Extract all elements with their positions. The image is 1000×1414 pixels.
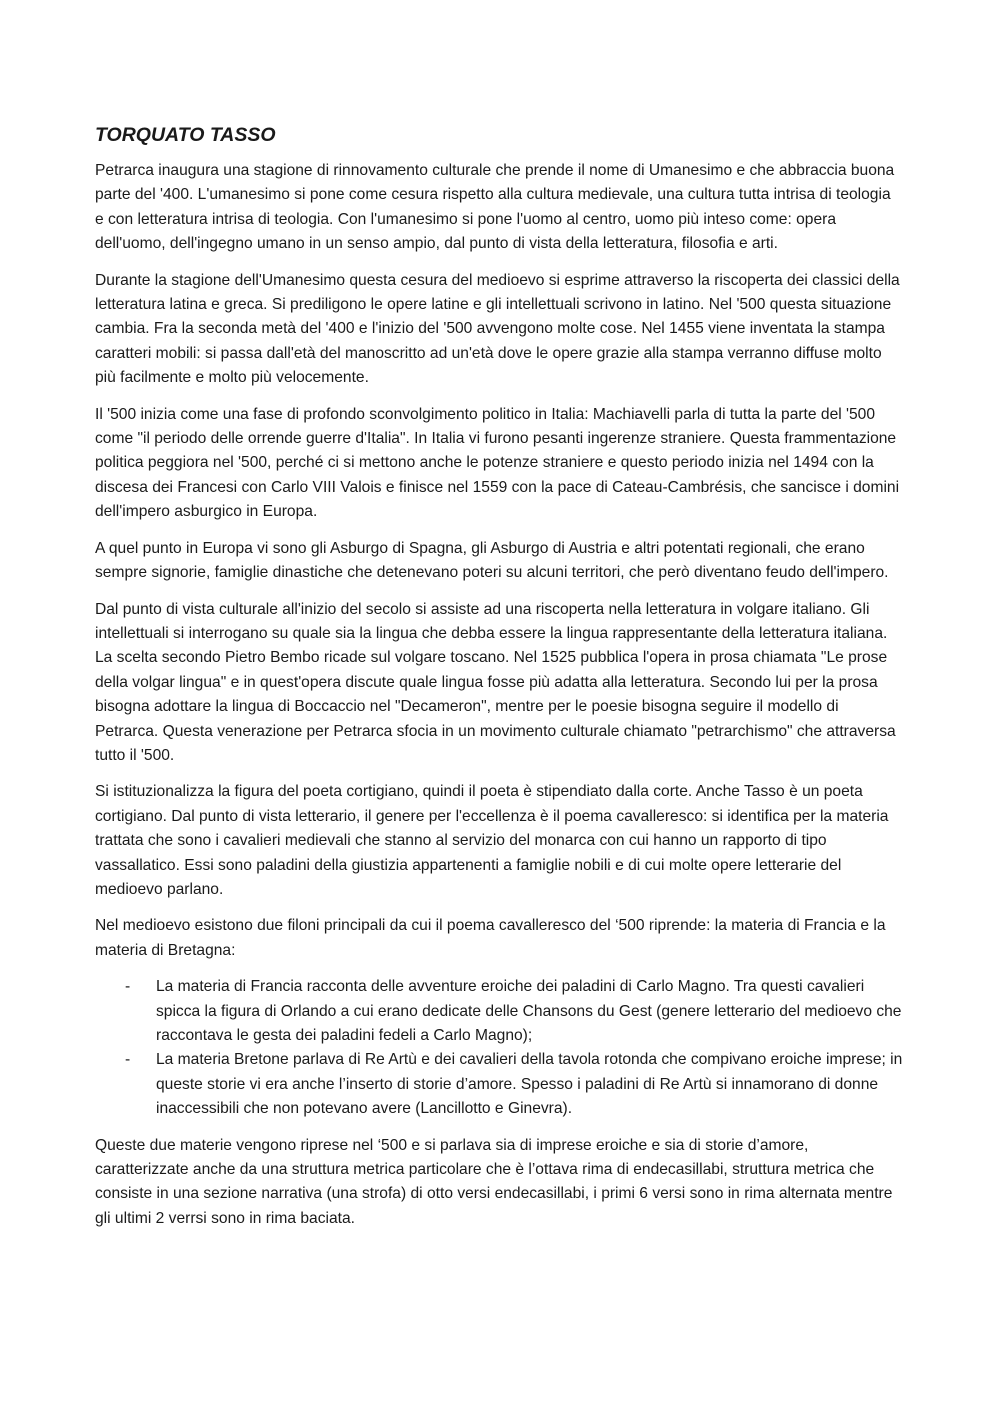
list-item-text: La materia Bretone parlava di Re Artù e dei cavalieri della tavola rotonda che compivano eroiche imprese; in queste storie vi era anche l’inserto di storie d’amore. Spesso i paladini di Re Artù si innamorano di donne inaccessibili che non potevano avere (Lancillotto e Ginevra).: [156, 1051, 903, 1118]
list-item: [95, 975, 903, 1048]
paragraph-asburgo: A quel punto in Europa vi sono gli Asburgo di Spagna, gli Asburgo di Austria e altri potentati regionali, che erano sempre signorie, famiglie dinastiche che detenevano poteri su alcuni territori, che però diventano feudo dell'impero.: [95, 539, 889, 582]
materie-list: [95, 975, 903, 1121]
paragraph-stampa: Durante la stagione dell'Umanesimo questa cesura del medioevo si esprime attraverso la riscoperta dei classici della letteratura latina e greca. Si prediligono le opere latine e gli intellettuali scrivono in latino. Nel '500 questa situazione cambia. Fra la seconda metà del '400 e l'inizio del '500 avvengono molte cose. Nel 1455 viene inventata la stampa caratteri mobili: si passa dall'età del manoscritto ad un'età dove le opere grazie alla stampa verranno diffuse molto più facilmente e molto più velocemente.: [95, 271, 900, 387]
list-item-text: La materia di Francia racconta delle avventure eroiche dei paladini di Carlo Magno. Tra questi cavalieri spicca la figura di Orlando a cui erano dedicate delle Chansons du Gest (genere letterario del medioevo che raccontava le gesta dei paladini fedeli a Carlo Magno);: [156, 978, 902, 1044]
document-title: TORQUATO TASSO: [95, 124, 276, 146]
paragraph-ottava-rima: Queste due materie vengono riprese nel ‘500 e si parlava sia di imprese eroiche e sia di storie d’amore, caratterizzate anche da una struttura metrica particolare che è l’ottava rima di endecasillabi, struttura metrica che consiste in una sezione narrativa (una strofa) di otto versi endecasillabi, i primi 6 versi sono in rima alternata mentre gli ultimi 2 verrsi sono in rima baciata.: [95, 1136, 893, 1227]
list-item: [95, 1048, 903, 1121]
paragraph-filoni: Nel medioevo esistono due filoni principali da cui il poema cavalleresco del ‘500 riprende: la materia di Francia e la materia di Bretagna:: [95, 917, 886, 959]
bullet-dash: -: [125, 1051, 131, 1069]
document-page: [95, 122, 903, 1243]
paragraph-poeta-cortigiano: Si istituzionalizza la figura del poeta cortigiano, quindi il poeta è stipendiato dalla corte. Anche Tasso è un poeta cortigiano. Dal punto di vista letterario, il genere per l'eccellenza è il poema cavalleresco: si identifica per la materia trattata che sono i cavalieri medievali che stanno al servizio del monarca con cui hanno un rapporto di tipo vassallatico. Essi sono paladini della giustizia appartenenti a famiglie nobili e di cui molte opere letterarie del medioevo parlano.: [95, 783, 889, 898]
paragraph-umanesimo: Petrarca inaugura una stagione di rinnovamento culturale che prende il nome di Umanesimo e che abbraccia buona parte del '400. L'umanesimo si pone come cesura rispetto alla cultura medievale, una cultura tutta intrisa di teologia e con letteratura intrisa di teologia. Con l'umanesimo si pone l'uomo al centro, uomo più inteso come: opera dell'uomo, dell'ingegno umano in un senso ampio, dal punto di vista della letteratura, filosofia e arti.: [95, 162, 895, 253]
paragraph-guerre-italia: Il '500 inizia come una fase di profondo sconvolgimento politico in Italia: Machiavelli parla di tutta la parte del '500 come "il periodo delle orrende guerre d'Italia". In Italia vi furono pesanti ingerenze straniere. Questa frammentazione politica peggiora nel '500, perché ci si mettono anche le potenze straniere e questo periodo inizia nel 1494 con la discesa dei Francesi con Carlo VIII Valois e finisce nel 1559 con la pace di Cateau-Cambrésis, che sancisce i domini dell'impero asburgico in Europa.: [95, 405, 900, 521]
paragraph-bembo: Dal punto di vista culturale all'inizio del secolo si assiste ad una riscoperta nella letteratura in volgare italiano. Gli intellettuali si interrogano su quale sia la lingua che debba essere la lingua rappresentante della letteratura italiana. La scelta secondo Pietro Bembo ricade sul volgare toscano. Nel 1525 pubblica l'opera in prosa chiamata "Le prose della volgar lingua" e in quest'opera discute quale lingua fosse più adatta alla letteratura. Secondo lui per la prosa bisogna adottare la lingua di Boccaccio nel "Decameron", mentre per le poesie bisogna seguire il modello di Petrarca. Questa venerazione per Petrarca sfocia in un movimento culturale chiamato "petrarchismo" che attraversa tutto il '500.: [95, 600, 896, 764]
bullet-dash: -: [125, 978, 131, 996]
